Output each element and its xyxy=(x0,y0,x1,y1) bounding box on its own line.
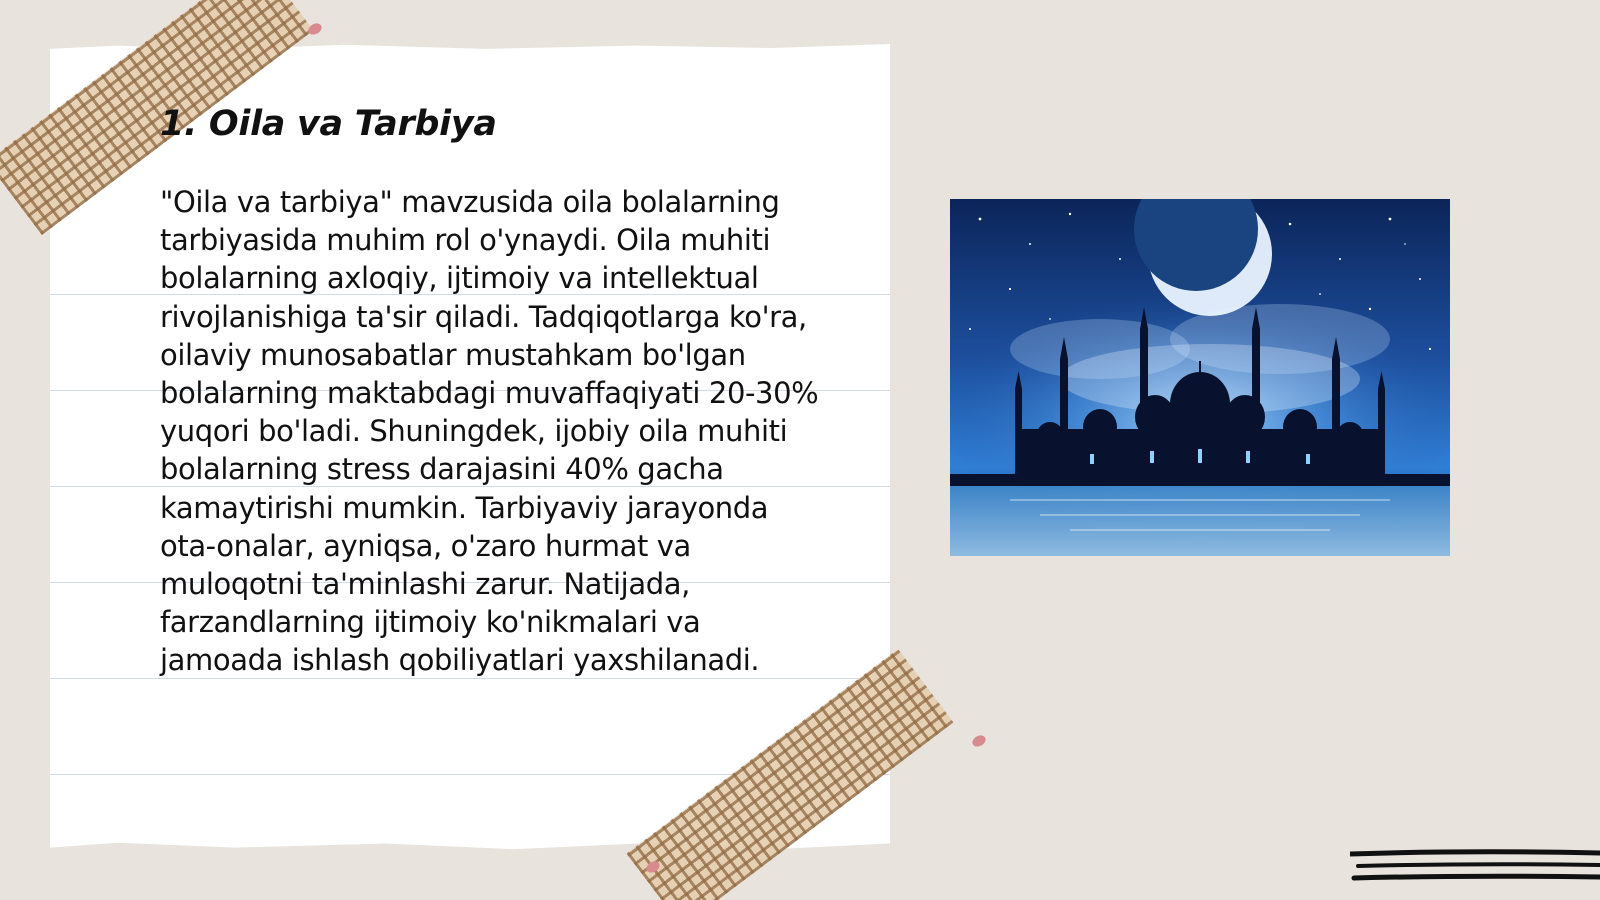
slide-title: 1. Oila va Tarbiya xyxy=(160,104,497,144)
tape-pin-decoration xyxy=(970,733,987,749)
mosque-night-image xyxy=(950,199,1450,556)
tape-pin-decoration xyxy=(306,21,323,37)
decorative-stroke-lines xyxy=(1350,848,1600,888)
slide-body-text: "Oila va tarbiya" mavzusida oila bolalarning tarbiyasida muhim rol o'ynaydi. Oila muhiti bolalarning axloqiy, ijtimoiy va intellektual rivojlanishiga ta'sir qiladi. Tadqiqotlarga ko'ra, oilaviy munosabatlar mustahkam bo'lgan bolalarning maktabdagi muvaffaqiyati 20-30% yuqori bo'ladi. Shuningdek, ijobiy oila muhiti bolalarning stress darajasini 40% gacha kamaytirishi mumkin. Tarbiyaviy jarayonda ota-onalar, ayniqsa, o'zaro hurmat va muloqotni ta'minlashi zarur. Natijada, farzandlarning ijtimoiy ko'nikmalari va jamoada ishlash qobiliyatlari yaxshilanadi. xyxy=(160,185,819,678)
